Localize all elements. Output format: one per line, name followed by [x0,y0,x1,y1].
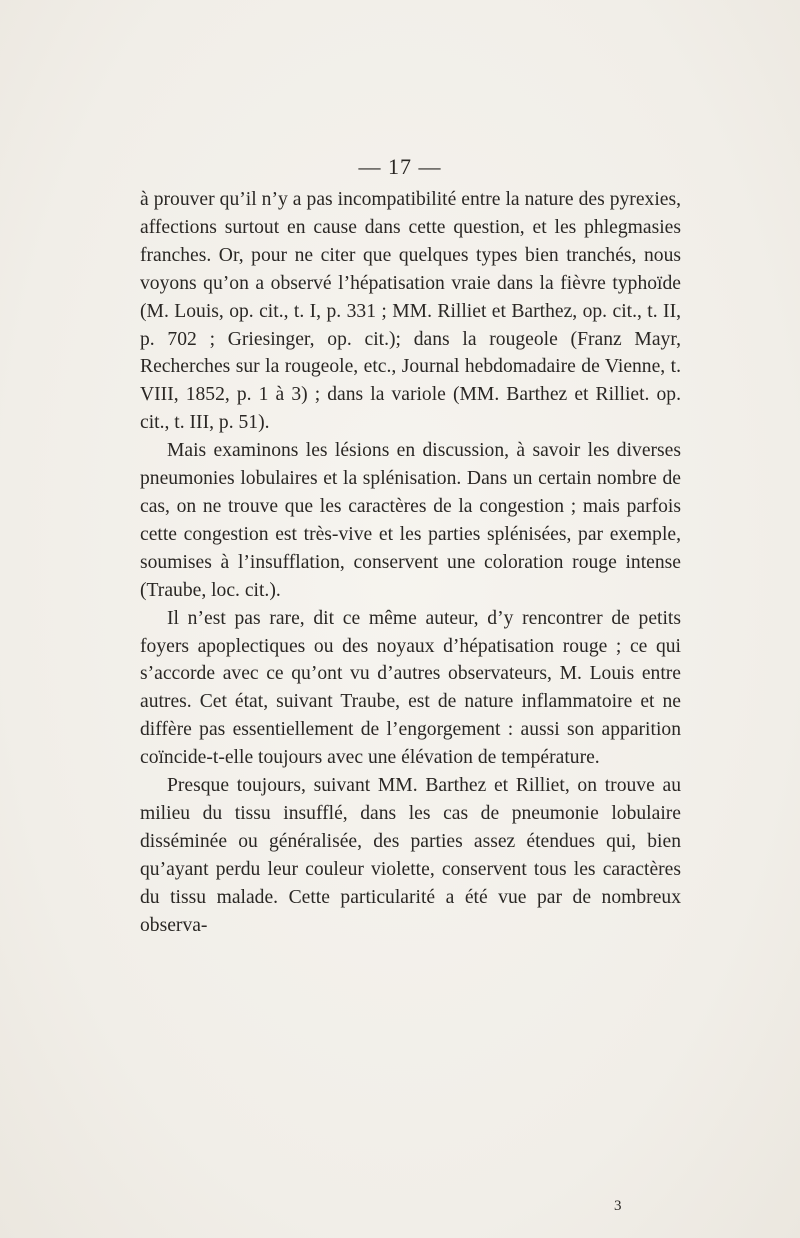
body-text [140,186,681,939]
page-number: — 17 — [358,154,442,179]
paragraph-4: Presque toujours, suivant MM. Barthez et Rilliet, on trouve au milieu du tissu insufflé, dans les cas de pneumonie lobulaire disséminée ou généralisée, des parties assez étendues qui, bien qu’ayant perdu leur couleur violette, conservent tous les caractères du tissu malade. Cette particularité a été vue par de nombreux observa- [140,775,681,936]
paragraph-1: à prouver qu’il n’y a pas incompatibilité entre la nature des pyrexies, affections surtout en cause dans cette question, et les phlegmasies franches. Or, pour ne citer que quelques types bien tranchés, nous voyons qu’on a observé l’hépatisation vraie dans la fièvre typhoïde (M. Louis, op. cit., t. I, p. 331 ; MM. Rilliet et Barthez, op. cit., t. II, p. 702 ; Griesinger, op. cit.); dans la rougeole (Franz Mayr, Recherches sur la rougeole, etc., Journal hebdomadaire de Vienne, t. VIII, 1852, p. 1 à 3) ; dans la variole (MM. Barthez et Rilliet. op. cit., t. III, p. 51). [140,189,681,434]
paragraph-3: Il n’est pas rare, dit ce même auteur, d’y rencontrer de petits foyers apoplectiques ou des noyaux d’hépatisation rouge ; ce qui s’accorde avec ce qu’ont vu d’autres observateurs, M. Louis entre autres. Cet état, suivant Traube, est de nature inflammatoire et ne diffère pas essentiellement de l’engorgement : aussi son apparition coïncide-t-elle toujours avec une élévation de température. [140,607,681,769]
signature-mark: 3 [614,1198,622,1214]
paragraph-2: Mais examinons les lésions en discussion, à savoir les diverses pneumonies lobulaires et la splénisation. Dans un certain nombre de cas, on ne trouve que les caractères de la congestion ; mais parfois cette congestion est très-vive et les parties splénisées, par exemple, soumises à l’insufflation, conservent une coloration rouge intense (Traube, loc. cit.). [140,440,681,601]
